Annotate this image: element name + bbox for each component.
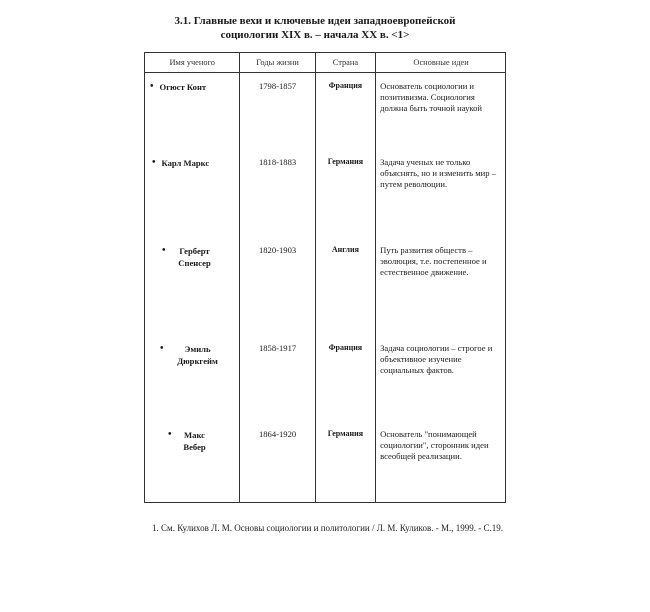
bullet-marker: • [168,428,172,440]
scholar-country: Франция [315,73,375,149]
table-row [145,73,506,149]
scholar-idea: Основатель социологии и позитивизма. Социология должна быть точной наукой [376,73,506,149]
scholar-country: Англия [315,237,375,335]
table-row [145,421,506,503]
scholar-name: Эмиль Дюркгейм [177,343,218,366]
scholar-name: Карл Маркс [161,157,210,168]
scholar-name: Герберт Спенсер [178,245,211,268]
scholar-country: Германия [315,149,375,237]
table-row [145,335,506,421]
scholar-idea: Задача социологии – строгое и объективное изучение социальных фактов. [376,335,506,421]
header-ideas: Основные идеи [376,53,506,73]
footnote: 1. См. Кулихов Л. М. Основы социологии и политологии / Л. М. Куликов. - М., 1999. - С.19. [152,523,503,533]
scholar-years: 1820-1903 [240,237,315,335]
scholar-years: 1818-1883 [240,149,315,237]
table-row [145,149,506,237]
table-row [145,237,506,335]
scholar-name: Огюст Конт [159,82,207,92]
bullet-marker: • [160,342,164,354]
header-name: Имя ученого [145,53,240,73]
scholar-years: 1858-1917 [240,335,315,421]
scholar-years: 1798-1857 [240,73,315,149]
header-years: Годы жизни [240,53,315,73]
title-line-2: социологии XIX в. – начала XX в. <1> [220,29,410,41]
header-country: Страна [315,53,375,73]
bullet-marker: • [152,156,156,168]
title-line-1: 3.1. Главные вехи и ключевые идеи западноевропейской [174,15,456,27]
scholars-table [144,52,506,503]
scholar-years: 1864-1920 [240,421,315,503]
bullet-marker: • [162,244,166,256]
scholar-country: Германия [315,421,375,503]
scholar-country: Франция [315,335,375,421]
scholar-idea: Путь развития обществ – эволюция, т.е. постепенное и естественное движение. [376,237,506,335]
table-header-row [145,53,506,73]
bullet-marker: • [150,81,154,92]
scholar-name: Макс Вебер [183,429,206,452]
document-title [110,14,520,42]
scholar-idea: Основатель "понимающей социологии", сторонник идеи всеобщей реализации. [376,421,506,503]
scholar-idea: Задача ученых не только объяснять, но и изменить мир – путем революции. [376,149,506,237]
